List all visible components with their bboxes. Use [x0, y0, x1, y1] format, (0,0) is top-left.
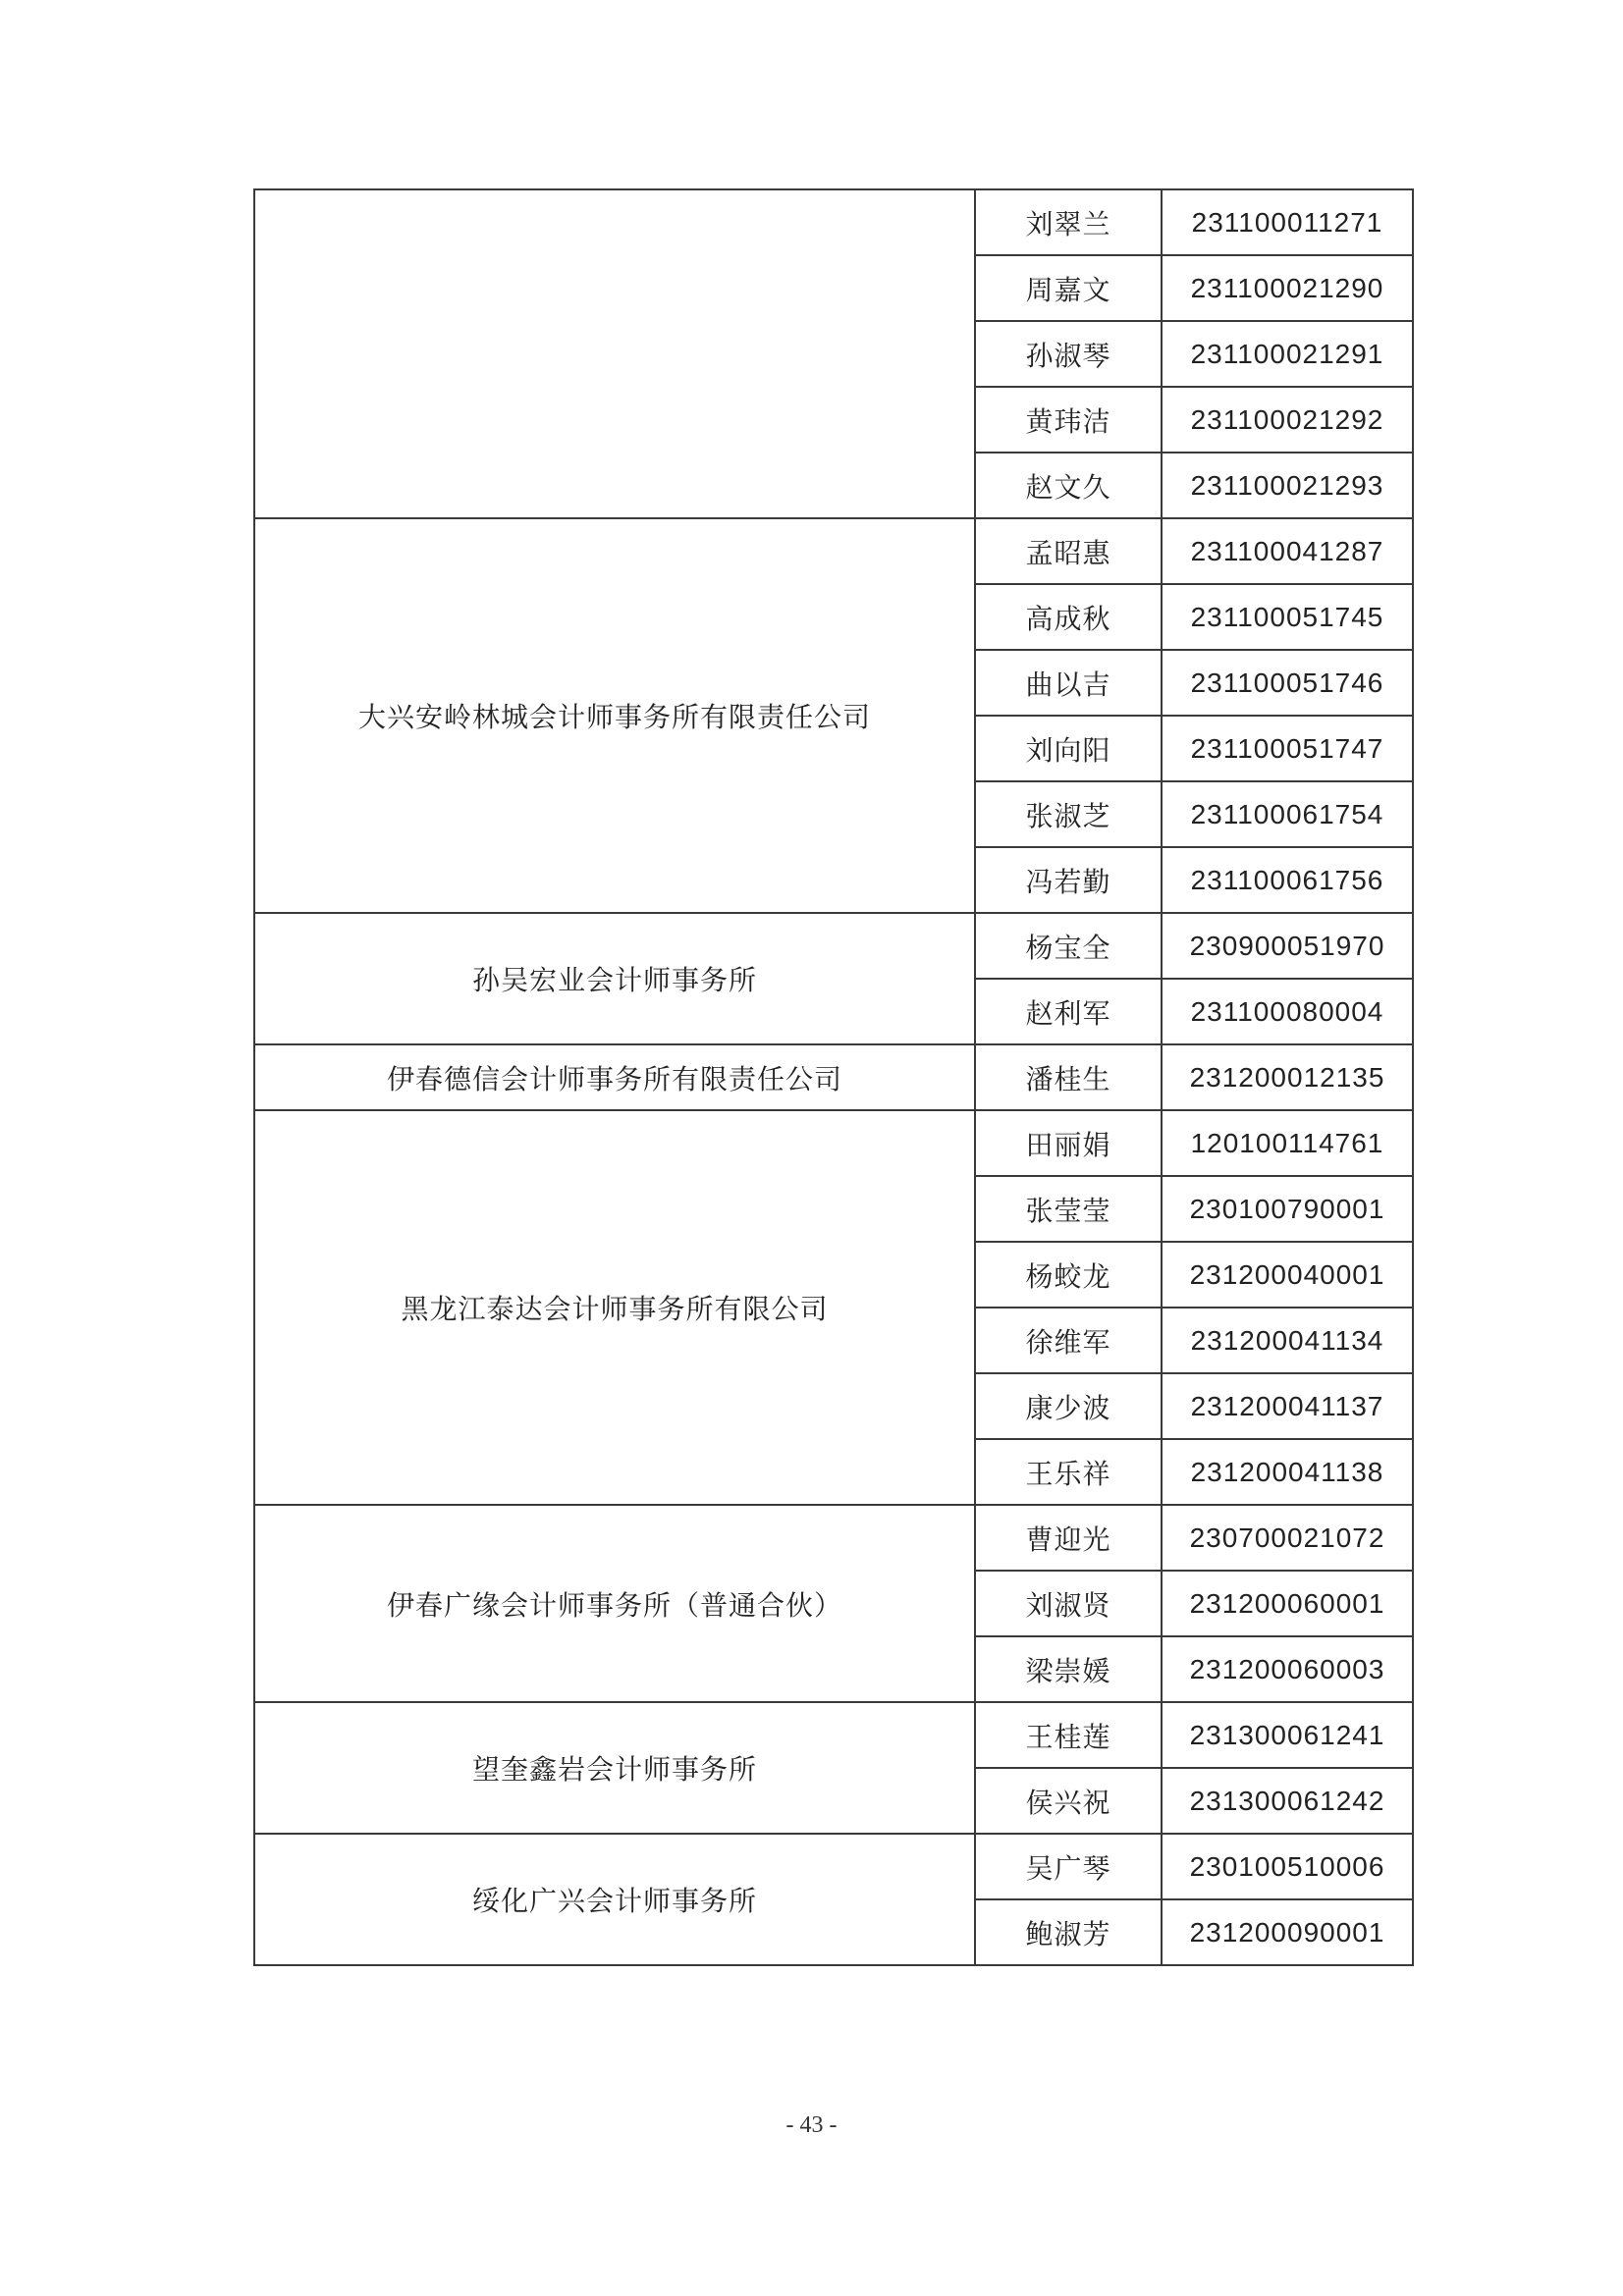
- table-row: [254, 189, 1413, 255]
- member-name-cell: 梁崇媛: [975, 1636, 1162, 1702]
- certificate-number-cell: 231300061242: [1162, 1768, 1413, 1834]
- certificate-number-cell: 231100041287: [1162, 518, 1413, 584]
- member-name-cell: 曲以吉: [975, 650, 1162, 716]
- certificate-number-cell: 231100061756: [1162, 847, 1413, 913]
- table-row: [254, 1044, 1413, 1110]
- certificate-number-cell: 231200060001: [1162, 1571, 1413, 1636]
- firm-name-cell: 绥化广兴会计师事务所: [254, 1834, 975, 1965]
- cpa-firm-table: [253, 188, 1414, 1966]
- certificate-number-cell: 231100021291: [1162, 321, 1413, 387]
- member-name-cell: 赵利军: [975, 979, 1162, 1044]
- member-name-cell: 田丽娟: [975, 1110, 1162, 1176]
- member-name-cell: 鲍淑芳: [975, 1899, 1162, 1965]
- member-name-cell: 王桂莲: [975, 1702, 1162, 1768]
- firm-name-cell: 望奎鑫岩会计师事务所: [254, 1702, 975, 1834]
- certificate-number-cell: 231200012135: [1162, 1044, 1413, 1110]
- certificate-number-cell: 231200041138: [1162, 1439, 1413, 1505]
- firm-name-cell: 伊春德信会计师事务所有限责任公司: [254, 1044, 975, 1110]
- member-name-cell: 刘淑贤: [975, 1571, 1162, 1636]
- member-name-cell: 张莹莹: [975, 1176, 1162, 1242]
- page-number: - 43 -: [785, 2112, 838, 2138]
- table-row: [254, 1834, 1413, 1899]
- firm-name-cell: 孙吴宏业会计师事务所: [254, 913, 975, 1044]
- table-row: [254, 913, 1413, 979]
- member-name-cell: 冯若勤: [975, 847, 1162, 913]
- table-row: [254, 1702, 1413, 1768]
- member-name-cell: 孟昭惠: [975, 518, 1162, 584]
- member-name-cell: 吴广琴: [975, 1834, 1162, 1899]
- certificate-number-cell: 230100510006: [1162, 1834, 1413, 1899]
- certificate-number-cell: 231200041137: [1162, 1373, 1413, 1439]
- member-name-cell: 张淑芝: [975, 781, 1162, 847]
- certificate-number-cell: 231300061241: [1162, 1702, 1413, 1768]
- member-name-cell: 杨蛟龙: [975, 1242, 1162, 1308]
- member-name-cell: 黄玮洁: [975, 387, 1162, 453]
- certificate-number-cell: 231100061754: [1162, 781, 1413, 847]
- certificate-number-cell: 231200040001: [1162, 1242, 1413, 1308]
- table-body: [254, 189, 1413, 1965]
- member-name-cell: 赵文久: [975, 453, 1162, 518]
- member-name-cell: 孙淑琴: [975, 321, 1162, 387]
- member-name-cell: 王乐祥: [975, 1439, 1162, 1505]
- member-name-cell: 刘翠兰: [975, 189, 1162, 255]
- member-name-cell: 曹迎光: [975, 1505, 1162, 1571]
- certificate-number-cell: 231100051747: [1162, 716, 1413, 781]
- firm-name-cell: [254, 189, 975, 518]
- certificate-number-cell: 231100021292: [1162, 387, 1413, 453]
- certificate-number-cell: 230700021072: [1162, 1505, 1413, 1571]
- certificate-number-cell: 231100011271: [1162, 189, 1413, 255]
- certificate-number-cell: 231100051745: [1162, 584, 1413, 650]
- table-row: [254, 1110, 1413, 1176]
- member-name-cell: 徐维军: [975, 1308, 1162, 1373]
- firm-name-cell: 大兴安岭林城会计师事务所有限责任公司: [254, 518, 975, 913]
- member-name-cell: 潘桂生: [975, 1044, 1162, 1110]
- certificate-number-cell: 231200041134: [1162, 1308, 1413, 1373]
- certificate-number-cell: 231200090001: [1162, 1899, 1413, 1965]
- member-name-cell: 康少波: [975, 1373, 1162, 1439]
- certificate-number-cell: 231100051746: [1162, 650, 1413, 716]
- certificate-number-cell: 231100021290: [1162, 255, 1413, 321]
- member-name-cell: 高成秋: [975, 584, 1162, 650]
- table-row: [254, 1505, 1413, 1571]
- firm-name-cell: 伊春广缘会计师事务所（普通合伙）: [254, 1505, 975, 1702]
- certificate-number-cell: 231100080004: [1162, 979, 1413, 1044]
- table-row: [254, 518, 1413, 584]
- certificate-number-cell: 231100021293: [1162, 453, 1413, 518]
- certificate-number-cell: 230100790001: [1162, 1176, 1413, 1242]
- member-name-cell: 侯兴祝: [975, 1768, 1162, 1834]
- member-name-cell: 刘向阳: [975, 716, 1162, 781]
- member-name-cell: 周嘉文: [975, 255, 1162, 321]
- certificate-number-cell: 230900051970: [1162, 913, 1413, 979]
- firm-name-cell: 黑龙江泰达会计师事务所有限公司: [254, 1110, 975, 1505]
- certificate-number-cell: 231200060003: [1162, 1636, 1413, 1702]
- member-name-cell: 杨宝全: [975, 913, 1162, 979]
- certificate-number-cell: 120100114761: [1162, 1110, 1413, 1176]
